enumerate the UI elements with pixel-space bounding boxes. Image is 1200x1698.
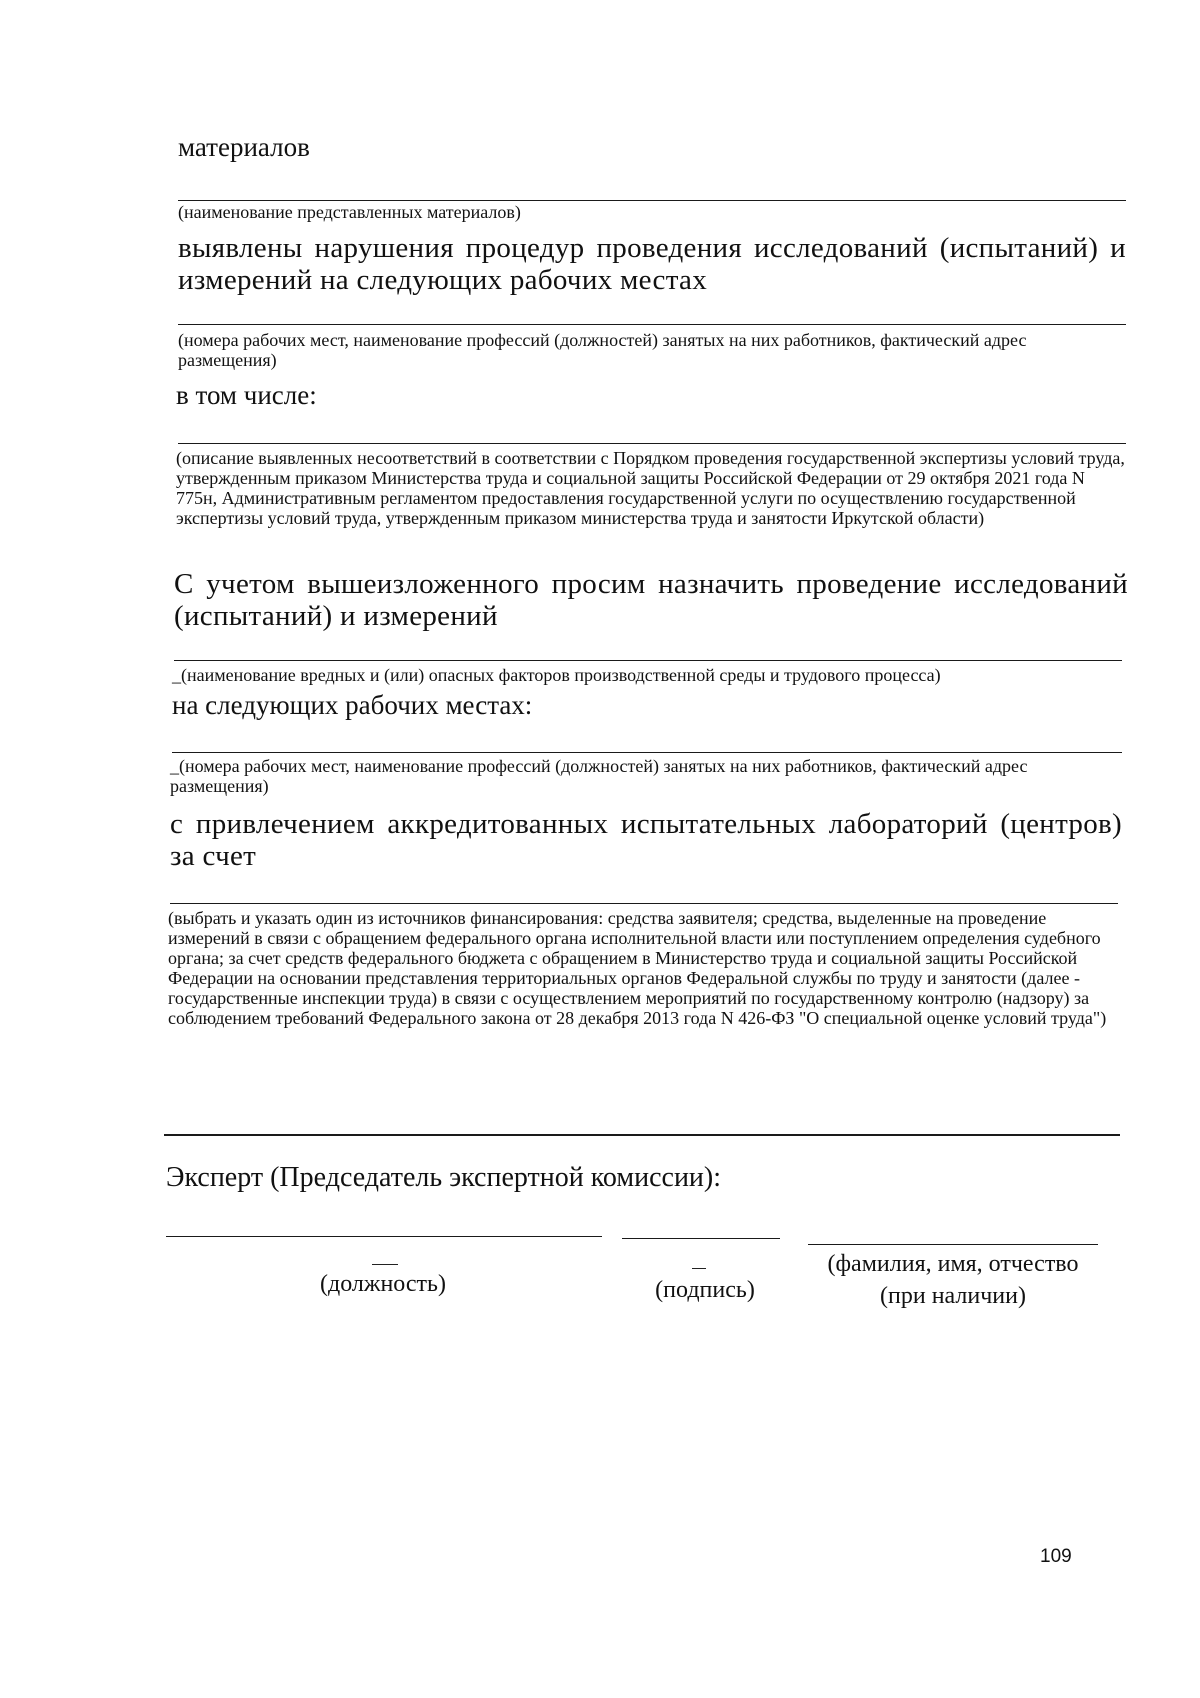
line-workplaces: на следующих рабочих местах:	[172, 690, 533, 720]
line-materials: материалов	[178, 132, 310, 162]
signature-dash-mark	[692, 1268, 706, 1269]
label-full-name-line1: (фамилия, имя, отчество	[827, 1251, 1079, 1277]
expert-heading: Эксперт (Председатель экспертной комиссии):	[166, 1162, 722, 1193]
fill-line-labs	[170, 903, 1118, 904]
signature-line	[622, 1238, 780, 1239]
position-signature-line	[166, 1236, 602, 1237]
paragraph-violations: выявлены нарушения процедур проведения исследований (испытаний) и измерений на следующих рабочих местах	[178, 232, 1126, 296]
caption-funding: (выбрать и указать один из источников финансирования: средства заявителя; средства, выделенные на проведение измерений в связи с обращением федерального органа исполнительной власти или поступлением определения судебного органа; за счет средств федерального бюджета с обращением в Министерство труда и социальной защиты Российской Федерации на основании представления территориальных органов Федеральной службы по труду и занятости (далее - государственные инспекции труда) в связи с осуществлением мероприятий по государственному контролю (надзору) за соблюдением требований Федерального закона от 28 декабря 2013 года N 426-ФЗ "О специальной оценке условий труда")	[168, 908, 1107, 1028]
fill-line-violations	[178, 324, 1126, 325]
paragraph-request: С учетом вышеизложенного просим назначить проведение исследований (испытаний) и измерений	[174, 568, 1128, 632]
caption-materials: (наименование представленных материалов)	[178, 202, 521, 222]
fill-line-workplaces	[172, 752, 1122, 753]
label-full-name-line2: (при наличии)	[880, 1283, 1026, 1309]
fill-line-materials	[178, 200, 1126, 201]
position-dash-mark	[372, 1264, 398, 1265]
separator-line	[164, 1134, 1120, 1136]
caption-workplaces-1: (номера рабочих мест, наименование профессий (должностей) занятых на них работников, фактический адрес размещения)	[178, 330, 1027, 370]
name-signature-line	[808, 1244, 1098, 1245]
label-signature: (подпись)	[655, 1277, 755, 1303]
fill-line-including	[178, 443, 1126, 444]
label-position: (должность)	[320, 1271, 446, 1297]
caption-workplaces-2: _(номера рабочих мест, наименование профессий (должностей) занятых на них работников, фактический адрес размещения)	[170, 756, 1028, 796]
fill-line-request	[174, 660, 1122, 661]
paragraph-labs: с привлечением аккредитованных испытательных лабораторий (центров) за счет	[170, 808, 1122, 872]
caption-factors: _(наименование вредных и (или) опасных факторов производственной среды и трудового процесса)	[172, 665, 941, 685]
line-including: в том числе:	[176, 380, 317, 410]
page-number: 109	[1040, 1546, 1072, 1567]
caption-description: (описание выявленных несоответствий в соответствии с Порядком проведения государственной экспертизы условий труда, утвержденным приказом Министерства труда и социальной защиты Российской Федерации от 29 октября 2021 года N 775н, Административным регламентом предоставления государственной услуги по осуществлению государственной экспертизы условий труда, утвержденным приказом министерства труда и занятости Иркутской области)	[176, 448, 1125, 528]
